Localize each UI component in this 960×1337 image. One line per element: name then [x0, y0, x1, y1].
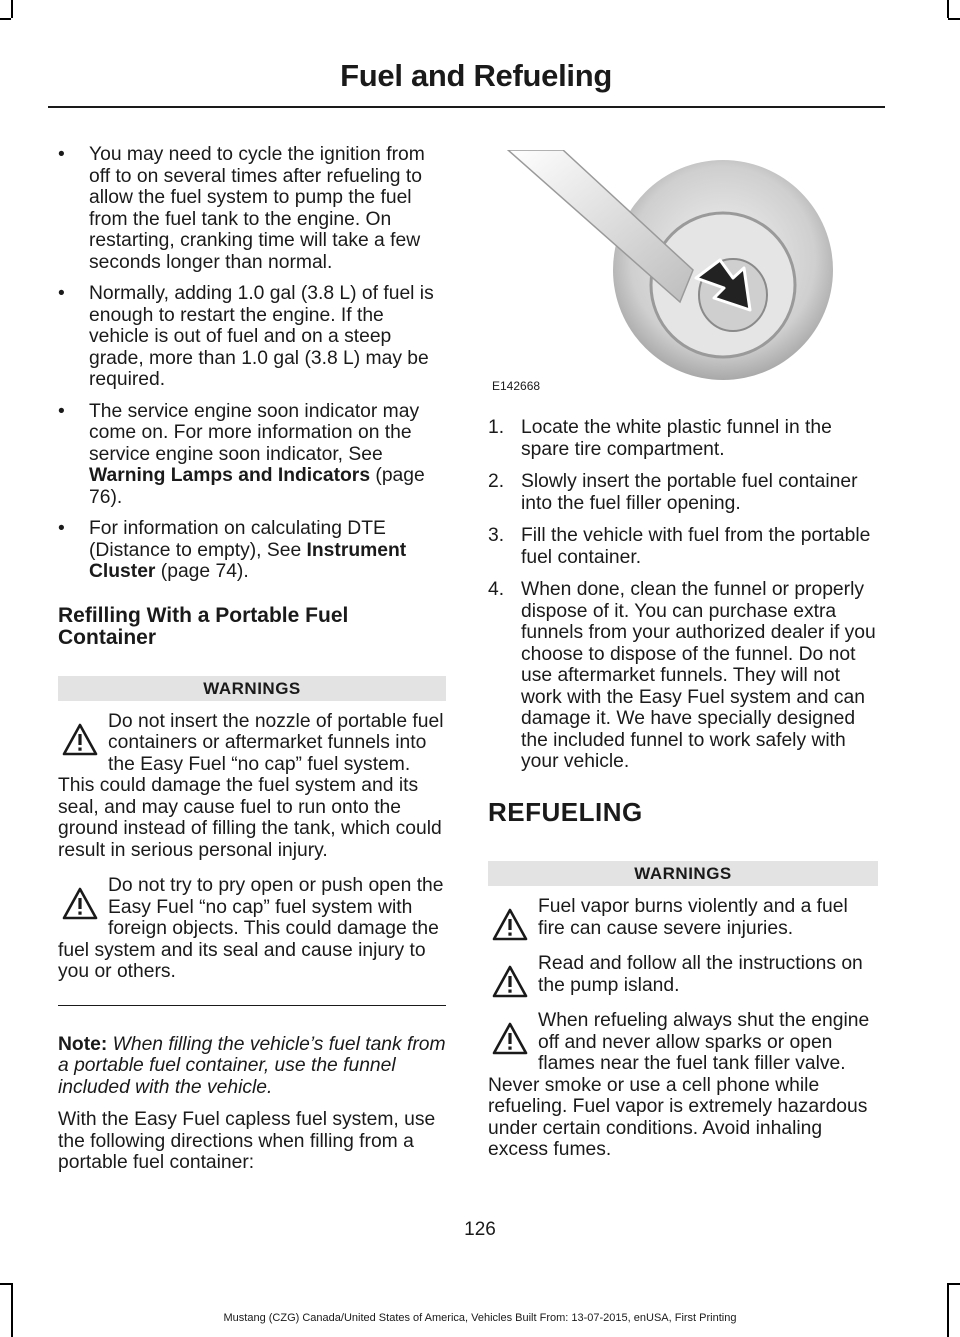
note-text: When filling the vehicle’s fuel tank from a portable fuel container, use the funnel included with the vehicle.: [58, 1033, 446, 1098]
funnel-illustration: [488, 150, 878, 400]
page-ref: (page 74).: [155, 561, 249, 582]
step-text: Slowly insert the portable fuel container into the fuel filler opening.: [521, 471, 858, 514]
warning-text: When refueling always shut the engine off and never allow sparks or open flames near the fuel tank filler valve. Never smoke or use a cell phone while refueling. Fuel vapor is extremely hazardous under certain conditions. Avoid inhaling excess fumes.: [488, 1010, 870, 1160]
crop-mark: [11, 0, 13, 18]
page-ref: (page 76).: [89, 465, 425, 508]
warning-triangle-icon: [492, 1022, 528, 1056]
figure-id: E142668: [492, 378, 541, 393]
warnings-end-rule: [58, 983, 446, 1006]
xref-link-instrument-cluster[interactable]: Instrument Cluster: [89, 539, 407, 582]
warning-text: Do not insert the nozzle of portable fuel containers or aftermarket funnels into the Easy Fuel “no cap” fuel system. This could damage the fuel system and its seal, and may cause fuel to run onto the ground instead of filling the tank, which could result in serious personal injury.: [58, 710, 444, 861]
step-number: 2.: [488, 471, 505, 492]
crop-mark: [0, 18, 11, 20]
right-column: [488, 150, 878, 1161]
warning-triangle-icon: [492, 908, 528, 942]
warning-text: Read and follow all the instructions on the pump island.: [538, 953, 863, 996]
list-item: [488, 579, 878, 773]
crop-mark: [947, 1283, 949, 1337]
warning-triangle-icon: [62, 887, 98, 921]
bullet-item: [58, 401, 446, 509]
warning-triangle-icon: [492, 965, 528, 999]
list-item: [488, 417, 878, 460]
header-rule: [48, 106, 885, 108]
figure-funnel: [488, 150, 878, 400]
crop-mark: [948, 18, 960, 20]
crop-mark: [0, 1283, 11, 1285]
warning-text: Do not try to pry open or push open the Easy Fuel “no cap” fuel system with foreign objects. This could damage the fuel system and its seal and cause injury to you or others.: [58, 875, 444, 982]
bullet-item: • Normally, adding 1.0 gal (3.8 L) of fuel is enough to restart the engine. If the vehicle is out of fuel and on a steep grade, more than 1.0 gal (3.8 L) may be required.: [58, 283, 446, 391]
paragraph: With the Easy Fuel capless fuel system, use the following directions when filling from a portable fuel container:: [58, 1109, 436, 1173]
warning-block: [488, 953, 878, 996]
bullet-item: • You may need to cycle the ignition from off to on several times after refueling to allow the fuel system to pump the fuel from the fuel tank to the engine. On restarting, cranking time will take a few seconds longer than normal.: [58, 144, 446, 273]
warning-block: [488, 1010, 878, 1161]
warnings-bar: WARNINGS: [488, 861, 878, 886]
footer-text: Mustang (CZG) Canada/United States of America, Vehicles Built From: 13-07-2015, enUSA, First Printing: [223, 1312, 737, 1324]
warning-text: Fuel vapor burns violently and a fuel fire can cause severe injuries.: [538, 896, 848, 939]
warning-triangle-icon: [62, 723, 98, 757]
steps-list: [488, 417, 878, 773]
crop-mark: [948, 1283, 960, 1285]
warnings-bar: WARNINGS: [58, 676, 446, 701]
list-item: [488, 471, 878, 514]
page-number: 126: [464, 1219, 496, 1240]
step-text: When done, clean the funnel or properly dispose of it. You can purchase extra funnels from your authorized dealer if you choose to dispose of the funnel. Do not use aftermarket funnels. They will not work with the Easy Fuel system and can damage it. We have specially designed the included funnel to work safely with your vehicle.: [521, 579, 876, 772]
subheading: Refilling With a Portable Fuel Container: [58, 603, 349, 649]
step-number: 1.: [488, 417, 505, 438]
bullet-item: [58, 518, 446, 583]
warning-block: [58, 875, 446, 983]
crop-mark: [947, 0, 949, 18]
step-text: Fill the vehicle with fuel from the portable fuel container.: [521, 525, 871, 568]
warning-block: [488, 896, 878, 939]
list-item: [488, 525, 878, 568]
section-title: Fuel and Refueling: [340, 58, 612, 93]
step-text: Locate the white plastic funnel in the spare tire compartment.: [521, 417, 832, 460]
warning-block: [58, 711, 446, 862]
crop-mark: [11, 1283, 13, 1337]
note-label: Note:: [58, 1033, 108, 1055]
bullet-text: The service engine soon indicator may come on. For more information on the service engine soon indicator, See: [89, 400, 420, 465]
refueling-heading: REFUELING: [488, 796, 643, 827]
bullet-text: For information on calculating DTE (Distance to empty), See: [89, 518, 386, 561]
step-number: 4.: [488, 579, 505, 600]
note: [58, 1034, 446, 1099]
xref-link-warning-lamps[interactable]: Warning Lamps and Indicators: [89, 465, 371, 486]
step-number: 3.: [488, 525, 505, 546]
left-column: [58, 144, 446, 1185]
